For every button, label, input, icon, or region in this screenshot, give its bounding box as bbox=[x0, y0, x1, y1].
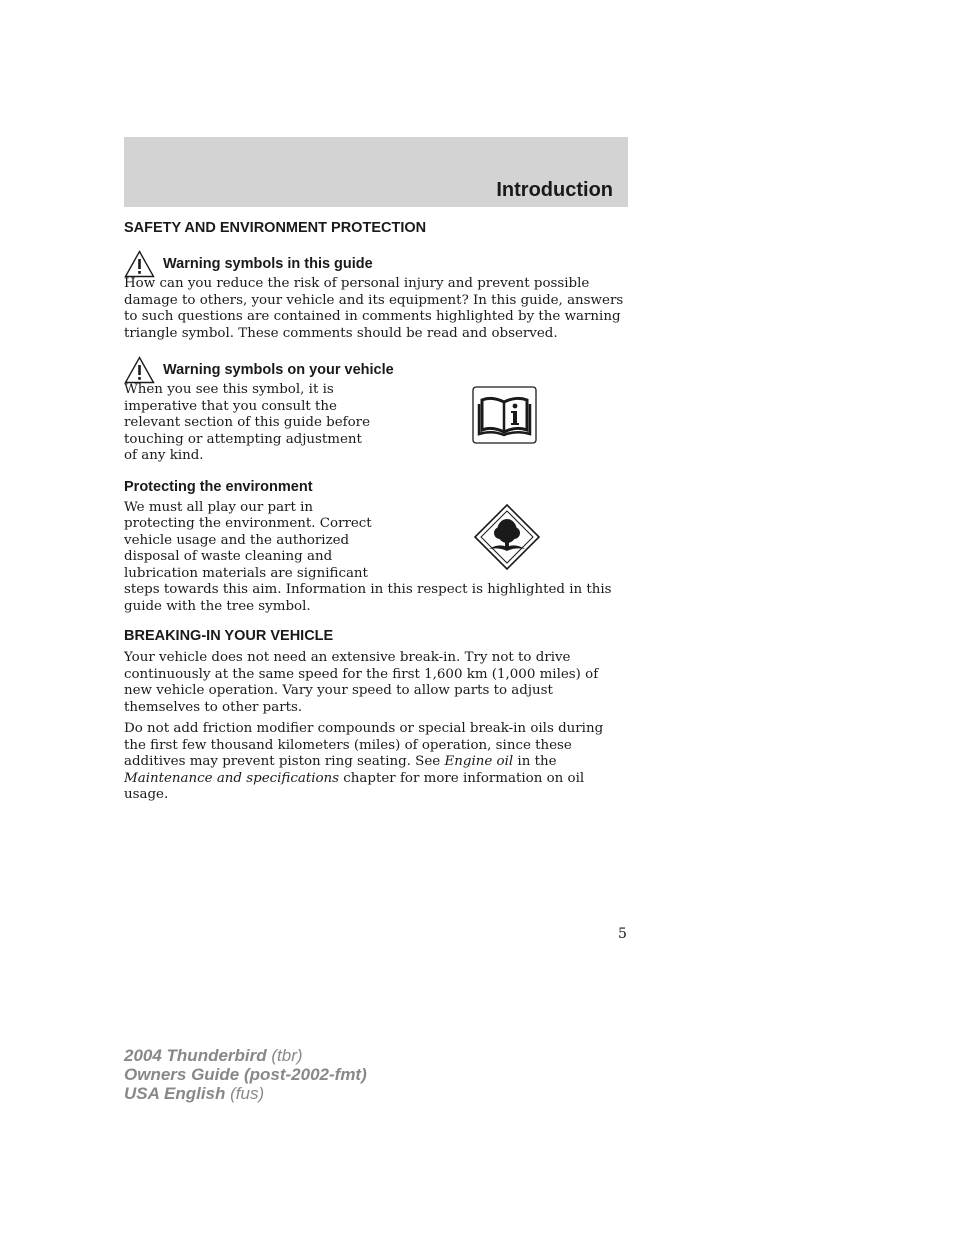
warn-guide-header bbox=[124, 250, 628, 278]
breakin-heading: BREAKING-IN YOUR VEHICLE bbox=[124, 628, 334, 644]
env-body-1: We must all play our part in protecting the environment. Correct vehicle usage and the authorized disposal of waste cleaning and lubrication materials are significant bbox=[124, 499, 372, 581]
warn-vehicle-header bbox=[124, 356, 628, 384]
warn-vehicle-body: When you see this symbol, it is imperative that you consult the relevant section of this guide before touching or attempting adjustment of any kind. bbox=[124, 382, 371, 463]
warn-guide-heading: Warning symbols in this guide bbox=[163, 256, 373, 272]
warn-vehicle-heading: Warning symbols on your vehicle bbox=[163, 362, 394, 378]
page-title: Introduction bbox=[496, 179, 613, 201]
breakin-body-1: Your vehicle does not need an extensive break-in. Try not to drive continuously at the same speed for the first 1,600 km (1,000 miles) of new vehicle operation. Vary your speed to allow parts to adjust themselves to other parts. bbox=[124, 650, 599, 715]
engine-oil-ref: Engine oil bbox=[444, 754, 514, 769]
warning-triangle-icon bbox=[124, 250, 155, 278]
maintenance-ref: Maintenance and specifications bbox=[124, 770, 340, 786]
breakin-body-2: Do not add friction modifier compounds or special break-in oils during the first few thousand kilometers (miles) of operation, since these additives may prevent piston ring seating. See Engine oil in the Maintenance and specifications chapter for more information on oil usage. bbox=[124, 721, 604, 802]
page-number: 5 bbox=[618, 926, 627, 942]
main-content bbox=[124, 220, 628, 804]
header-band bbox=[124, 137, 628, 207]
owners-guide-book-icon bbox=[472, 386, 537, 444]
footer-line-3: USA English (fus) bbox=[124, 1084, 265, 1103]
env-body-2: steps towards this aim. Information in this respect is highlighted in this guide with the tree symbol. bbox=[124, 582, 612, 614]
environment-tree-icon bbox=[473, 503, 541, 571]
warn-guide-body: How can you reduce the risk of personal injury and prevent possible damage to others, your vehicle and its equipment? In this guide, answers to such questions are contained in comments highlighted by the warning triangle symbol. These comments should be read and observed. bbox=[124, 276, 624, 341]
footer bbox=[124, 1046, 367, 1103]
footer-line-1: 2004 Thunderbird (tbr) bbox=[124, 1046, 303, 1065]
safety-heading: SAFETY AND ENVIRONMENT PROTECTION bbox=[124, 220, 427, 236]
env-heading: Protecting the environment bbox=[124, 478, 313, 495]
footer-line-2: Owners Guide (post-2002-fmt) bbox=[124, 1065, 367, 1084]
warning-triangle-icon bbox=[124, 356, 155, 384]
